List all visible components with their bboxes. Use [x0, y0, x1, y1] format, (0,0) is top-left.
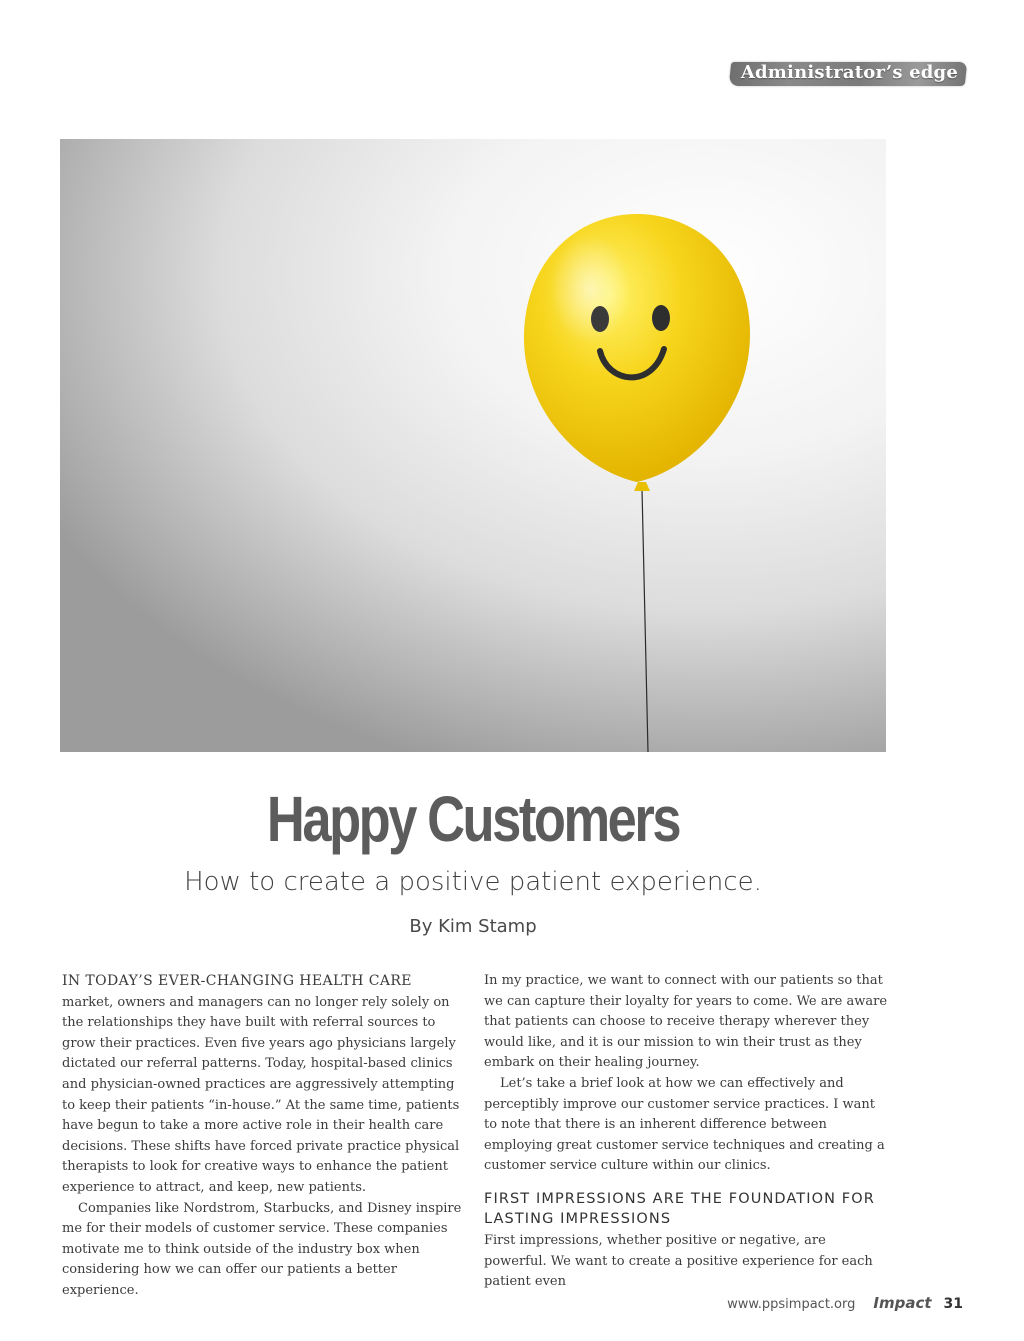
section-tab — [730, 60, 966, 90]
right-paragraph-1: In my practice, we want to connect with our patients so that we can capture their loyalty for years to come. We are aware that patients can choose to receive therapy wherever they would like, and it is our mission to win their trust as they embark on their healing journey. — [484, 973, 888, 1071]
section-label: Administrator’s edge — [740, 62, 958, 83]
balloon-string — [642, 489, 648, 752]
article-byline: By Kim Stamp — [409, 916, 537, 937]
right-eye — [652, 305, 670, 331]
hero-image — [60, 139, 886, 752]
smiley-balloon-illustration — [60, 139, 886, 752]
balloon-highlight — [550, 234, 630, 344]
right-paragraph-3: First impressions, whether positive or negative, are powerful. We want to create a positive experience for each patient even — [484, 1232, 873, 1290]
section-heading: FIRST IMPRESSIONS ARE THE FOUNDATION FOR LASTING IMPRESSIONS — [484, 1190, 875, 1227]
left-column — [62, 971, 466, 1302]
balloon-knot — [634, 482, 650, 491]
right-paragraph-2: Let’s take a brief look at how we can effectively and perceptibly improve our customer service practices. I want to note that there is an inherent difference between employing great customer service techniques and creating a customer service culture within our clinics. — [484, 1075, 885, 1174]
article-subtitle: How to create a positive patient experience. — [184, 867, 762, 897]
footer-url: www.ppsimpact.org — [727, 1297, 856, 1312]
balloon — [524, 214, 750, 482]
footer-brand: Impact — [873, 1294, 932, 1312]
right-column — [484, 971, 888, 1293]
article-title: Happy Customers — [266, 783, 680, 855]
left-paragraph-1 — [62, 971, 466, 1199]
left-paragraph-1-text: market, owners and managers can no longer rely solely on the relationships they have built with referral sources to grow their practices. Even five years ago physicians largely dictated our referral patterns. Today, hospital-based clinics and physician-owned practices are aggressively attempting to keep their patients “in-house.” At the same time, patients have begun to take a more active role in their health care decisions. These shifts have forced private practice physical therapists to look for creative ways to enhance the patient experience to attract, and keep, new patients. — [62, 994, 460, 1195]
page-footer — [727, 1294, 963, 1316]
page-number: 31 — [943, 1296, 963, 1312]
left-eye — [591, 306, 609, 332]
left-paragraph-2: Companies like Nordstrom, Starbucks, and Disney inspire me for their models of customer service. These companies motivate me to think outside of the industry box when considering how we can offer our patients a better experience. — [62, 1200, 462, 1298]
lead-in-caps: IN TODAY’S EVER-CHANGING HEALTH CARE — [62, 973, 412, 989]
